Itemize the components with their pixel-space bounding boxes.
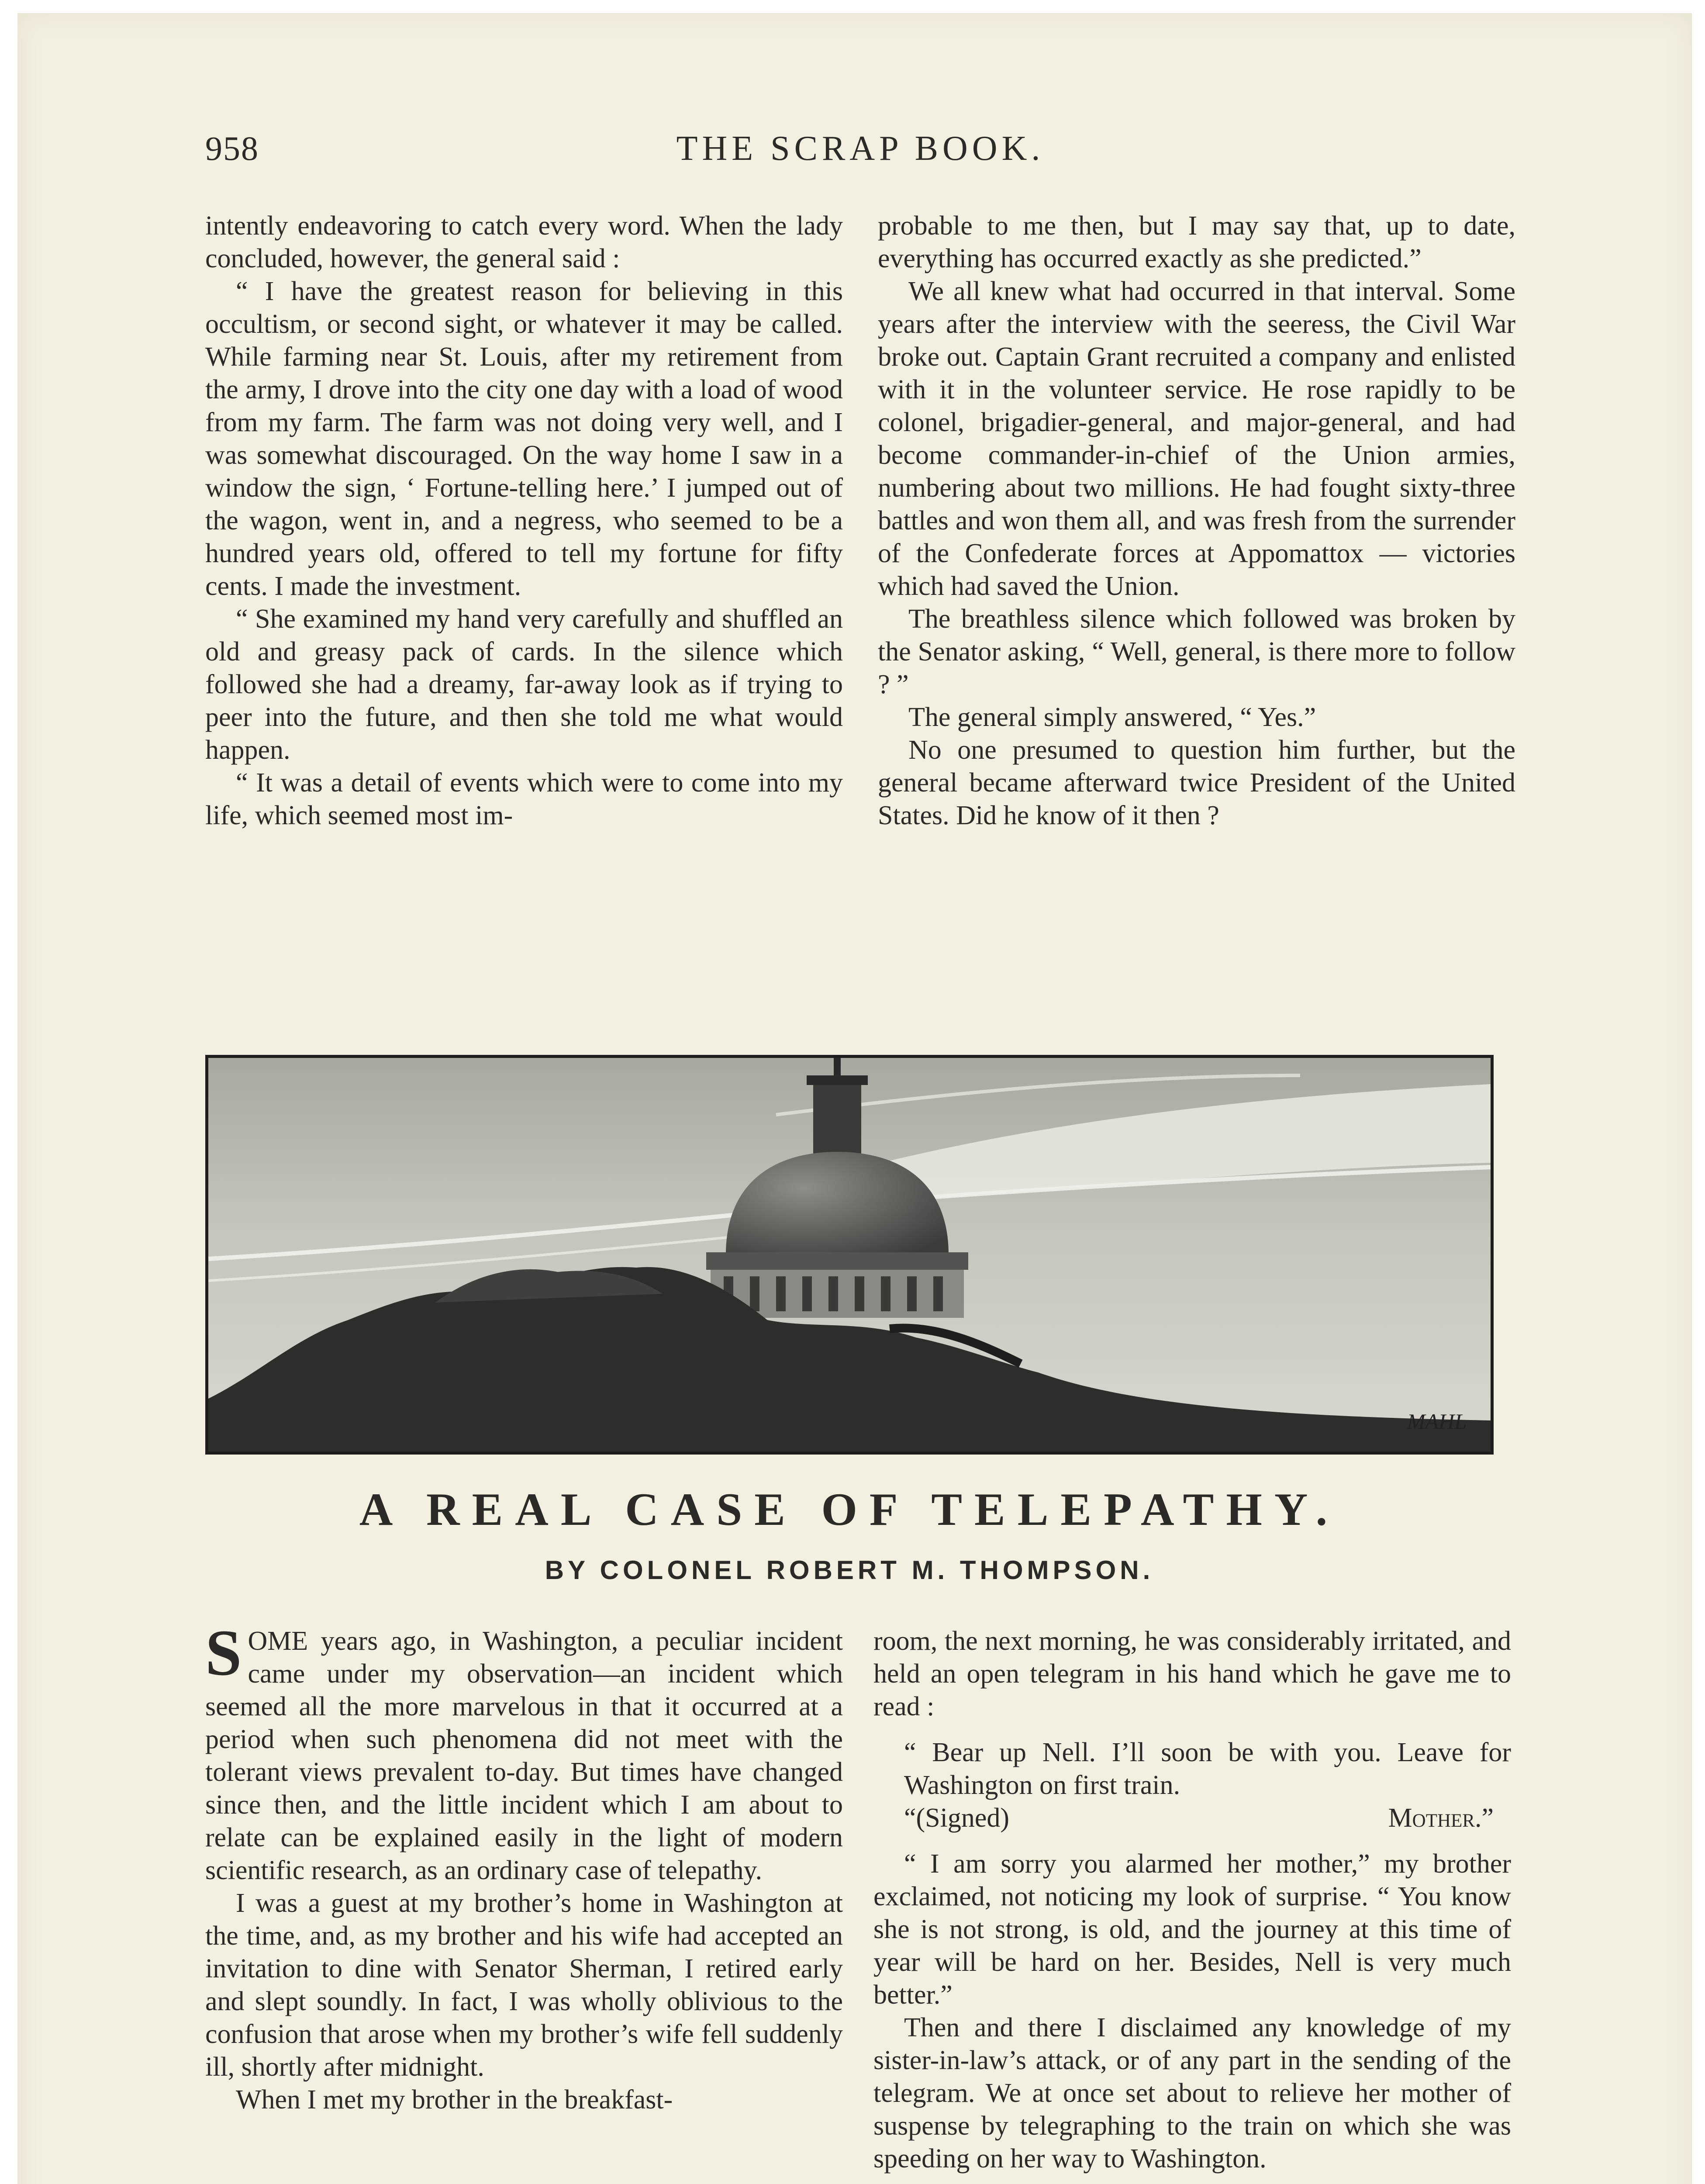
paragraph: No one presumed to question him further, but the general became afterward twice President of the United States. Did he know of it then ? (878, 735, 1515, 830)
artist-signature: MAHL (1407, 1409, 1467, 1434)
paragraph: “ It was a detail of events which were to come into my life, which seemed most im- (205, 768, 843, 830)
running-title: THE SCRAP BOOK. (676, 129, 1045, 168)
paragraph: “ I am sorry you alarmed her mother,” my brother exclaimed, not noticing my look of surprise. “ You know she is not strong, is old, and the journey at this time of year will be hard on her. Besides, Nell is very much better.” (873, 1849, 1511, 2010)
capitol-dome-drawing (208, 1058, 1491, 1451)
telegram-text: “ Bear up Nell. I’ll soon be with you. Leave for Washington on first train. (904, 1738, 1511, 1800)
page-header (205, 129, 1515, 181)
column-bottom-right (873, 1625, 1511, 2175)
paragraph: I was a guest at my brother’s home in Washington at the time, and, as my brother and his wife had accepted an invitation to dine with Senator Sherman, I retired early and slept soundly. In fact, I was wholly oblivious to the confusion that arose when my brother’s wife fell suddenly ill, shortly after midnight. (205, 1888, 843, 2082)
paragraph: The breathless silence which followed was broken by the Senator asking, “ Well, general, is there more to follow ? ” (878, 604, 1515, 699)
column-top-left (205, 210, 843, 832)
paragraph: Then and there I disclaimed any knowledge of my sister-in-law’s attack, or of any part in the sending of the telegram. We at once set about to relieve her mother of suspense by telegraphing to the train on which she was speeding on her way to Washington. (873, 2013, 1511, 2174)
column-top-right (878, 210, 1515, 832)
paragraph: intently endeavoring to catch every word. When the lady concluded, however, the general said : (205, 211, 843, 273)
drop-cap: S (205, 1617, 242, 1689)
column-bottom-left (205, 1617, 843, 2116)
opening-text: OME years ago, in Washington, a peculiar incident came under my observation—an incident which seemed all the more marvelous in that it occurred at a period when such phenomena did not meet with the tolerant views prevalent to-day. But times have changed since then, and the little incident which I am about to relate can be explained easily in the light of modern scientific research, as an ordinary case of telepathy. (205, 1626, 843, 1885)
paragraph: “ She examined my hand very carefully and shuffled an old and greasy pack of cards. In the silence which followed she had a dreamy, far-away look as if trying to peer into the future, and then she told me what would happen. (205, 604, 843, 765)
magazine-page (17, 13, 1692, 2184)
page-number: 958 (205, 129, 259, 167)
opening-paragraph (205, 1617, 843, 1887)
paragraph: “ I have the greatest reason for believing in this occultism, or second sight, or whatever it may be called. While farming near St. Louis, after my retirement from the army, I drove into the city one day with a load of wood from my farm. The farm was not doing very well, and I was somewhat discouraged. On the way home I saw in a window the sign, ‘ Fortune-telling here.’ I jumped out of the wagon, went in, and a negress, who seemed to be a hundred years old, offered to tell my fortune for fifty cents. I made the investment. (205, 276, 843, 601)
article-title: A REAL CASE OF TELEPATHY. (359, 1484, 1340, 1535)
paragraph: When I met my brother in the breakfast- (236, 2085, 673, 2115)
article-byline: BY COLONEL ROBERT M. THOMPSON. (545, 1555, 1154, 1585)
paragraph: room, the next morning, he was considerably irritated, and held an open telegram in his hand which he gave me to read : (873, 1626, 1511, 1721)
paragraph: The general simply answered, “ Yes.” (908, 702, 1316, 732)
paragraph: probable to me then, but I may say that, up to date, everything has occurred exactly as she predicted.” (878, 211, 1515, 273)
signed-name: Mother.” (1388, 1803, 1494, 1833)
signed-label: “(Signed) (904, 1803, 1010, 1833)
paragraph: We all knew what had occurred in that interval. Some years after the interview with the seeress, the Civil War broke out. Captain Grant recruited a company and enlisted with it in the volunteer service. He rose rapidly to be colonel, brigadier-general, and major-general, and had become commander-in-chief of the Union armies, numbering about two millions. He had fought sixty-three battles and won them all, and was fresh from the surrender of the Confederate forces at Appomattox — victories which had saved the Union. (878, 276, 1515, 601)
telegram-quote (873, 1736, 1511, 1835)
telegram-signature (904, 1802, 1511, 1835)
capitol-dome-illustration (205, 1055, 1494, 1455)
